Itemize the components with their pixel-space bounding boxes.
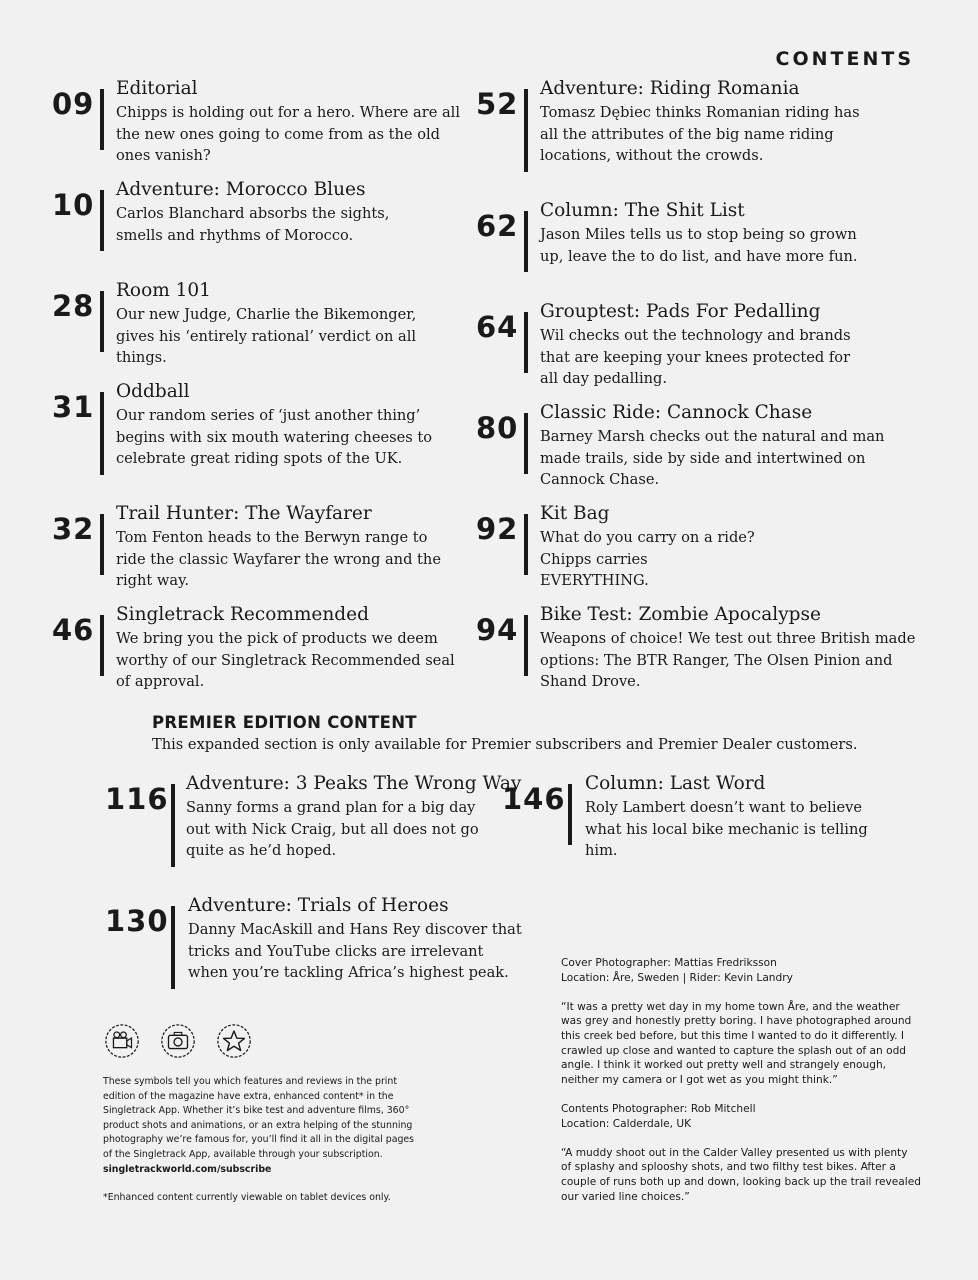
enhanced-footnote: *Enhanced content currently viewable on tablet devices only. [103,1192,391,1203]
page-number: 94 [476,613,519,647]
divider-bar [524,312,528,373]
divider-bar [100,392,104,475]
page-number: 130 [105,904,169,938]
entry-description: Barney Marsh checks out the natural and man made trails, side by side and intertwined on Cannock Chase. [540,428,885,488]
entry-description: Danny MacAskill and Hans Rey discover that tricks and YouTube clicks are irrelevant when you’re tackling Africa’s highest peak. [188,921,522,981]
entry-title: Column: The Shit List [540,200,745,221]
entry-description: Wil checks out the technology and brands that are keeping your knees protected for all day pedalling. [540,327,851,387]
entry-title: Kit Bag [540,503,610,524]
entry-title: Adventure: Trials of Heroes [188,895,449,916]
camera-icon [159,1022,197,1060]
entry-title: Adventure: Riding Romania [540,78,800,99]
page-number: 80 [476,411,519,445]
page-number: 62 [476,209,519,243]
divider-bar [100,291,104,352]
entry-title: Grouptest: Pads For Pedalling [540,301,821,322]
premier-subtitle: This expanded section is only available for Premier subscribers and Premier Dealer customers. [152,736,858,753]
entry-description: What do you carry on a ride? Chipps carries EVERYTHING. [540,529,755,589]
page-number: 92 [476,512,519,546]
page-number: 32 [52,512,95,546]
entry-title: Adventure: Morocco Blues [116,179,366,200]
entry-title: Singletrack Recommended [116,604,369,625]
symbols-note-text: These symbols tell you which features and reviews in the print edition of the magazine have extra, enhanced content* in the Singletrack App. Whether it’s bike test and adventure films, 360° product shots and animations, or an extra helping of the stunning photography we’re famous for, you’ll find it all in the digital pages of the Singletrack App, available through your subscription. [103,1076,415,1160]
entry-title: Column: Last Word [585,773,766,794]
page-number: 31 [52,390,95,424]
video-icon [103,1022,141,1060]
divider-bar [524,514,528,575]
page-number: 28 [52,289,95,323]
entry-description: Roly Lambert doesn’t want to believe what his local bike mechanic is telling him. [585,799,868,859]
entry-title: Editorial [116,78,198,99]
entry-description: Our random series of ‘just another thing’ begins with six mouth watering cheeses to celebrate great riding spots of the UK. [116,407,432,467]
entry-title: Bike Test: Zombie Apocalypse [540,604,821,625]
entry-title: Classic Ride: Cannock Chase [540,402,813,423]
divider-bar [100,89,104,150]
subscribe-link[interactable]: singletrackworld.com/subscribe [103,1163,272,1175]
entry-description: Tomasz Dębiec thinks Romanian riding has all the attributes of the big name riding locations, without the crowds. [540,104,860,164]
cover-quote: “It was a pretty wet day in my home town Åre, and the weather was grey and honestly pretty boring. I have photographed around this creek bed before, but this time I wanted to do it differently. I crawled up close and wanted to capture the splash out of an odd angle. I think it worked out pretty well and strangely enough, neither my camera or I got wet as you might think.” [561,1000,912,1086]
premier-heading: PREMIER EDITION CONTENT [152,713,417,732]
page-title: CONTENTS [775,48,914,70]
star-icon [215,1022,253,1060]
entry-description: Our new Judge, Charlie the Bikemonger, gives his ‘entirely rational’ verdict on all things. [116,306,417,366]
page-number: 52 [476,87,519,121]
page-number: 146 [502,782,566,816]
symbols-explanation [103,1075,423,1177]
page-number: 10 [52,188,95,222]
cover-photographer: Cover Photographer: Mattias Fredriksson [561,957,777,969]
divider-bar [568,784,572,845]
entry-description: We bring you the pick of products we deem worthy of our Singletrack Recommended seal of approval. [116,630,455,690]
entry-description: Tom Fenton heads to the Berwyn range to ride the classic Wayfarer the wrong and the right way. [116,529,441,589]
entry-description: Jason Miles tells us to stop being so grown up, leave the to do list, and have more fun. [540,226,858,265]
divider-bar [171,784,175,867]
photo-credits [561,956,921,1204]
entry-description: Sanny forms a grand plan for a big day out with Nick Craig, but all does not go quite as he’d hoped. [186,799,479,859]
cover-location: Location: Åre, Sweden | Rider: Kevin Landry [561,971,793,984]
divider-bar [524,413,528,474]
entry-title: Oddball [116,381,190,402]
page-number: 46 [52,613,95,647]
contents-photographer: Contents Photographer: Rob Mitchell [561,1102,756,1115]
divider-bar [100,615,104,676]
contents-location: Location: Calderdale, UK [561,1117,692,1130]
entry-description: Weapons of choice! We test out three British made options: The BTR Ranger, The Olsen Pinion and Shand Drove. [540,630,916,690]
page-number: 116 [105,782,169,816]
entry-title: Adventure: 3 Peaks The Wrong Way [186,773,522,794]
entry-title: Room 101 [116,280,211,301]
divider-bar [524,211,528,272]
divider-bar [100,190,104,251]
divider-bar [100,514,104,575]
entry-title: Trail Hunter: The Wayfarer [116,503,372,524]
contents-quote: “A muddy shoot out in the Calder Valley presented us with plenty of splashy and splooshy shots, and two filthy test bikes. After a couple of runs both up and down, looking back up the trail revealed our varied line choices.” [561,1146,921,1203]
entry-description: Carlos Blanchard absorbs the sights, smells and rhythms of Morocco. [116,205,390,244]
entry-description: Chipps is holding out for a hero. Where are all the new ones going to come from as the old ones vanish? [116,104,461,164]
divider-bar [524,89,528,172]
page-number: 64 [476,310,519,344]
divider-bar [171,906,175,989]
divider-bar [524,615,528,676]
page-number: 09 [52,87,95,121]
